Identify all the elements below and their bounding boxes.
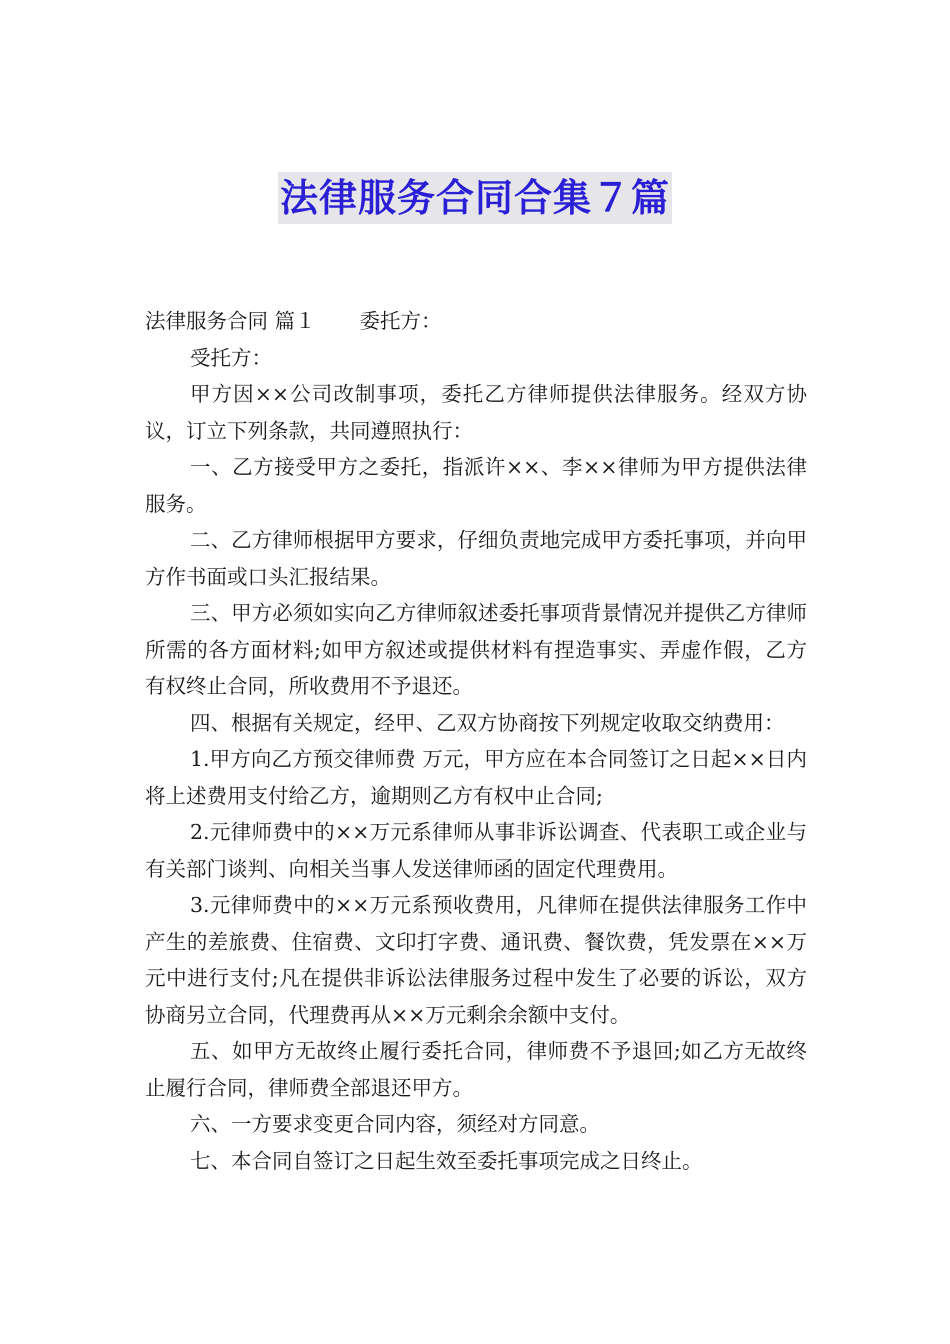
paragraph: 三、甲方必须如实向乙方律师叙述委托事项背景情况并提供乙方律师所需的各方面材料;如甲方叙述或提供材料有捏造事实、弄虚作假，乙方有权终止合同，所收费用不予退还。 [145, 601, 807, 698]
paragraph: 1.甲方向乙方预交律师费 万元，甲方应在本合同签订之日起××日内将上述费用支付给乙方，逾期则乙方有权中止合同; [145, 747, 807, 808]
paragraph: 二、乙方律师根据甲方要求，仔细负责地完成甲方委托事项，并向甲方作书面或口头汇报结果。 [145, 528, 807, 589]
paragraph: 六、一方要求变更合同内容，须经对方同意。 [190, 1112, 600, 1136]
client-label: 委托方： [359, 309, 442, 333]
paragraph: 甲方因××公司改制事项，委托乙方律师提供法律服务。经双方协议，订立下列条款，共同遵照执行： [145, 382, 807, 443]
paragraph: 一、乙方接受甲方之委托，指派许××、李××律师为甲方提供法律服务。 [145, 455, 807, 516]
contract-heading: 法律服务合同 篇１ [145, 309, 316, 333]
paragraph: 四、根据有关规定，经甲、乙双方协商按下列规定收取交纳费用： [190, 710, 785, 735]
paragraph: 2.元律师费中的××万元系律师从事非诉讼调查、代表职工或企业与有关部门谈判、向相关当事人发送律师函的固定代理费用。 [145, 820, 807, 881]
paragraph: 3.元律师费中的××万元系预收费用，凡律师在提供法律服务工作中产生的差旅费、住宿费、文印打字费、通讯费、餐饮费，凭发票在××万元中进行支付;凡在提供非诉讼法律服务过程中发生了必要的诉讼，双方协商另立合同，代理费再从××万元剩余余额中支付。 [145, 893, 807, 1027]
document-body [145, 303, 807, 1179]
title-area [0, 172, 950, 224]
paragraph: 七、本合同自签订之日起生效至委托事项完成之日终止。 [190, 1148, 703, 1173]
paragraph: 受托方： [190, 345, 272, 370]
contract-heading-line [145, 303, 807, 340]
paragraph: 五、如甲方无故终止履行委托合同，律师费不予退回;如乙方无故终止履行合同，律师费全部退还甲方。 [145, 1039, 807, 1100]
document-title: 法律服务合同合集７篇 [278, 172, 672, 224]
